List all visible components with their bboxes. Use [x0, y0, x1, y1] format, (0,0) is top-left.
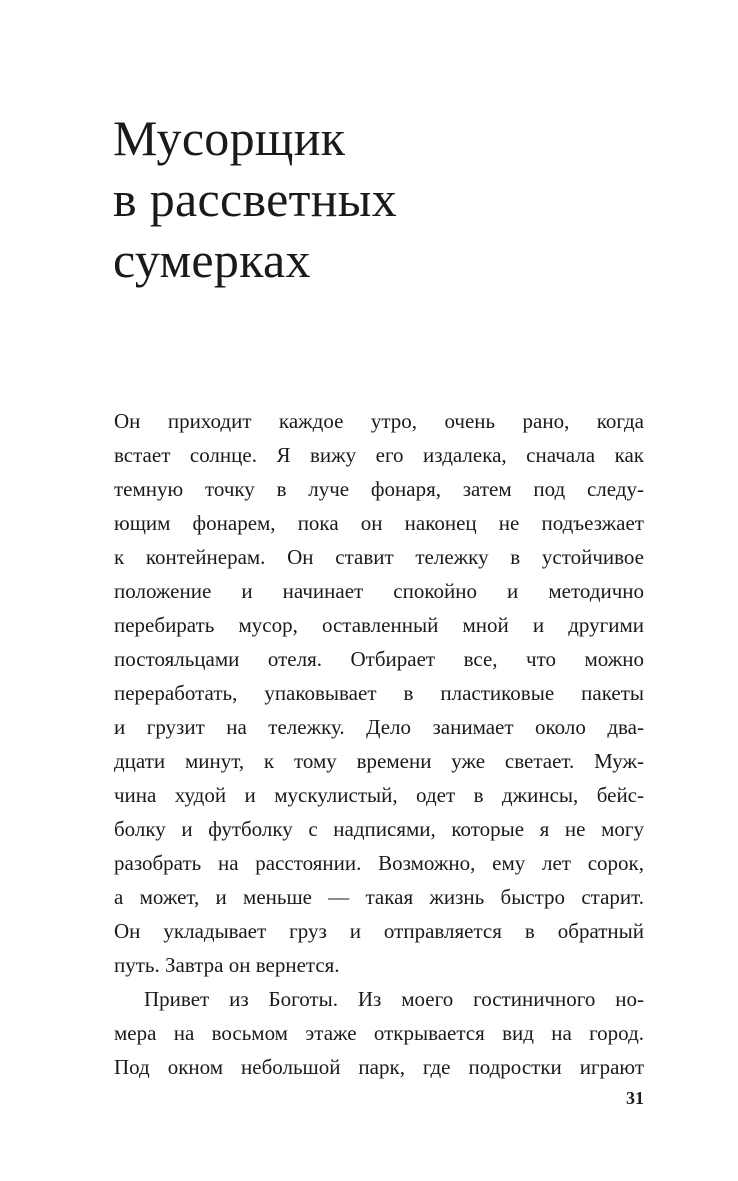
page-number: 31 — [626, 1088, 644, 1108]
text-line: чина худой и мускулистый, одет в джинсы, бейс- — [114, 783, 644, 807]
text-line: встает солнце. Я вижу его издалека, сначала как — [114, 443, 644, 467]
title-line: Мусорщик — [113, 110, 346, 166]
text-line: ющим фонарем, пока он наконец не подъезжает — [114, 511, 644, 535]
text-line: положение и начинает спокойно и методично — [114, 579, 644, 603]
text-line: болку и футболку с надписями, которые я не могу — [114, 817, 644, 841]
text-line: Привет из Боготы. Из моего гостиничного но- — [144, 987, 644, 1011]
text-line: путь. Завтра он вернется. — [114, 953, 340, 977]
text-line: перебирать мусор, оставленный мной и другими — [114, 613, 644, 637]
text-line: разобрать на расстоянии. Возможно, ему лет сорок, — [114, 851, 644, 875]
text-line: а может, и меньше — такая жизнь быстро старит. — [114, 885, 644, 909]
text-line: Под окном небольшой парк, где подростки играют — [114, 1055, 644, 1079]
text-line: переработать, упаковывает в пластиковые пакеты — [114, 681, 644, 705]
text-line: и грузит на тележку. Дело занимает около два- — [114, 715, 644, 739]
text-line: мера на восьмом этаже открывается вид на город. — [114, 1021, 644, 1045]
paragraph — [114, 982, 644, 1084]
text-line: дцати минут, к тому времени уже светает. Муж- — [114, 749, 644, 773]
text-line: к контейнерам. Он ставит тележку в устойчивое — [114, 545, 644, 569]
text-line: Он укладывает груз и отправляется в обратный — [114, 919, 644, 943]
chapter-title — [113, 108, 397, 291]
text-line: постояльцами отеля. Отбирает все, что можно — [114, 647, 644, 671]
paragraph — [114, 404, 644, 982]
body-text — [114, 404, 644, 1084]
title-line: в рассветных — [113, 171, 397, 227]
text-line: темную точку в луче фонаря, затем под следу- — [114, 477, 644, 501]
text-line: Он приходит каждое утро, очень рано, когда — [114, 409, 644, 433]
title-line: сумерках — [113, 232, 311, 288]
